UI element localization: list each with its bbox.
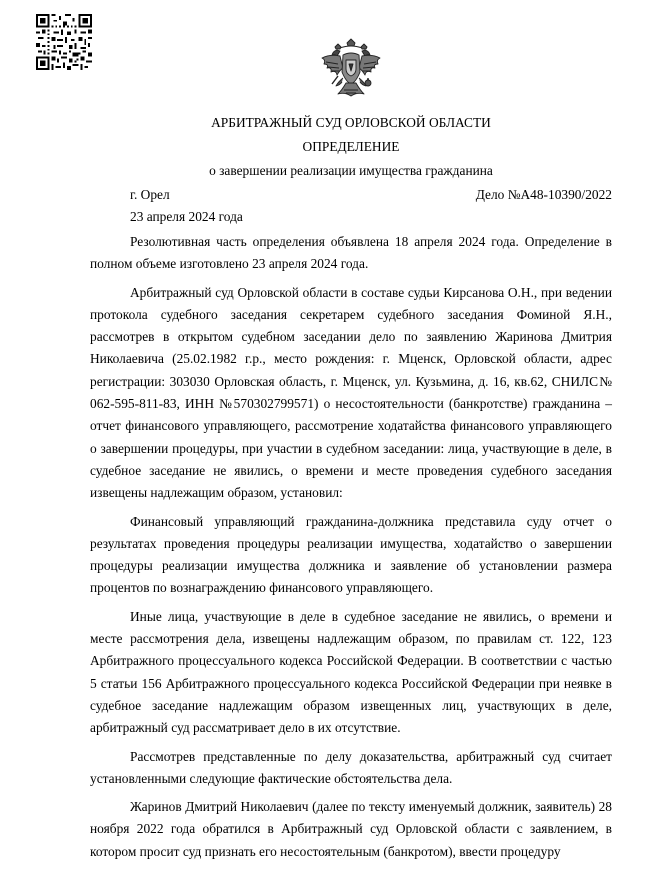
russian-coat-of-arms-icon (318, 38, 384, 102)
document-subject: о завершении реализации имущества гражданина (209, 163, 493, 178)
paragraph-absent-parties: Иные лица, участвующие в деле в судебное заседание не явились, о времени и месте рассмотрения дела, извещены надлежащим образом, по правилам ст. 122, 123 Арбитражного процессуального кодекса Российской Федерации. В соответствии с частью 5 статьи 156 Арбитражного процессуального кодекса Российской Федерации при неявке в судебное заседание надлежащим образом извещенных лиц, участвующих в деле, арбитражный суд рассматривает дело в их отсутствие. (90, 608, 612, 736)
paragraph-court-composition: Арбитражный суд Орловской области в составе судьи Кирсанова О.Н., при ведении протокола судебного заседания секретарем судебного заседания Фоминой Я.Н., рассмотрев в открытом судебном заседании дело по заявлению Жаринова Дмитрия Николаевича (25.02.1982 г.р., место рождения: г. Мценск, Орловской области, адрес регистрации: 303030 Орловская область, г. Мценск, ул. Кузьмина, д. 16, кв.62, СНИЛС№ 062-595-811-83, ИНН №570302799571) о несостоятельности (банкротстве) гражданина – отчет финансового управляющего, рассмотрение ходатайства финансового управляющего о завершении процедуры, при участии в судебном заседании: лица, участвующие в деле, в судебное заседание не явились, о времени и месте проведения судебного заседания извещены надлежащим образом, установил: (90, 284, 612, 501)
case-number: Дело №А48-10390/2022 (475, 187, 612, 202)
city: г. Орел (130, 187, 170, 202)
document-body (90, 231, 612, 869)
paragraph-manager-report: Финансовый управляющий гражданина-должника представила суду отчет о результатах проведения процедуры реализации имущества, ходатайство о завершении процедуры реализации имущества должника и заявление об установлении размера процентов по вознаграждению финансового управляющего. (90, 513, 612, 596)
document-date: 23 апреля 2024 года (130, 209, 243, 224)
qr-code-icon (36, 14, 92, 70)
document-type-title: ОПРЕДЕЛЕНИЕ (302, 139, 400, 154)
court-name: АРБИТРАЖНЫЙ СУД ОРЛОВСКОЙ ОБЛАСТИ (211, 115, 491, 130)
paragraph-debtor-application: Жаринов Дмитрий Николаевич (далее по тексту именуемый должник, заявитель) 28 ноября 2022 года обратился в Арбитражный суд Орловской области с заявлением, в котором просит суд признать его несостоятельным (банкротом), ввести процедуру (90, 799, 612, 859)
city-case-row (90, 187, 612, 205)
paragraph-evidence: Рассмотрев представленные по делу доказательства, арбитражный суд считает установленными следующие фактические обстоятельства дела. (90, 748, 612, 786)
paragraph-resolution: Резолютивная часть определения объявлена 18 апреля 2024 года. Определение в полном объеме изготовлено 23 апреля 2024 года. (90, 234, 612, 272)
